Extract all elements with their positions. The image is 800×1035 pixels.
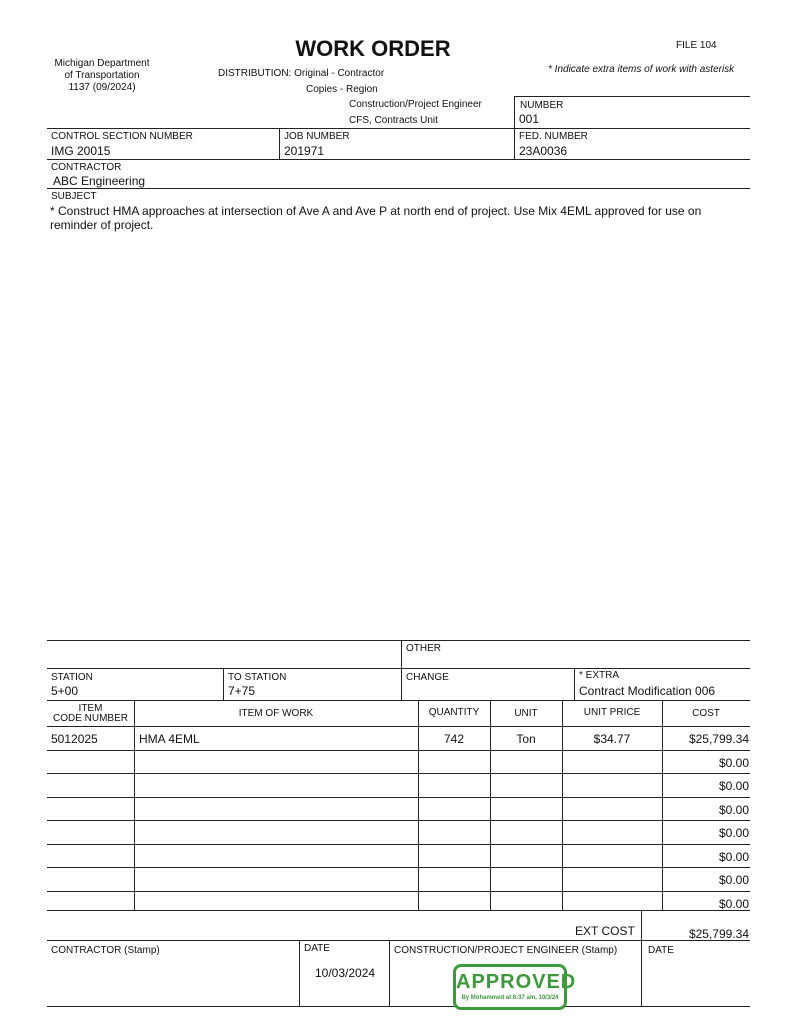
control-section-label: CONTROL SECTION NUMBER (51, 131, 193, 142)
job-number-value: 201971 (284, 144, 325, 158)
ext-cost-value: $25,799.34 (688, 927, 749, 941)
page-title: WORK ORDER (295, 36, 451, 61)
header-cost: COST (692, 708, 720, 719)
cell-cost: $0.00 (718, 896, 749, 911)
cell-cost: $25,799.34 (688, 732, 749, 746)
cell-cost: $0.00 (718, 873, 749, 887)
ext-cost-label: EXT COST (575, 924, 635, 938)
table-bottom-rule (47, 910, 750, 911)
to-station-label: TO STATION (228, 672, 287, 683)
number-label: NUMBER (520, 100, 564, 111)
table-header-bottom-rule (47, 726, 750, 727)
cell-cost: $0.00 (718, 802, 749, 817)
cell-unit: Ton (516, 732, 536, 746)
number-box-left-rule (514, 96, 515, 128)
cell-item: HMA 4EML (139, 732, 200, 746)
agency-name-line1: Michigan Department (54, 58, 150, 69)
header-unit: UNIT (514, 708, 538, 719)
other-divider (401, 640, 402, 700)
cell-quantity: 742 (443, 732, 465, 746)
subject-label: SUBJECT (51, 191, 97, 202)
form-id: 1137 (09/2024) (68, 82, 136, 93)
footer-divider-1 (299, 940, 300, 1006)
extra-divider (574, 668, 575, 700)
contractor-label: CONTRACTOR (51, 162, 122, 173)
fed-number-label: FED. NUMBER (519, 131, 588, 142)
date2-label: DATE (648, 945, 674, 956)
to-station-value: 7+75 (228, 684, 256, 698)
change-label: CHANGE (406, 672, 449, 683)
station-divider (223, 668, 224, 700)
lower-section-top-rule (47, 640, 750, 641)
table-row-rule (47, 820, 750, 821)
fed-number-value: 23A0036 (519, 144, 568, 158)
cell-cost: $0.00 (718, 779, 749, 793)
extra-value: Contract Modification 006 (579, 684, 716, 698)
control-row-top-rule (47, 128, 750, 129)
contractor-row-top-rule (47, 159, 750, 160)
header-code-line1: ITEM (78, 703, 103, 714)
date-label: DATE (304, 943, 330, 954)
cell-cost: $0.00 (718, 826, 749, 840)
cell-code: 5012025 (51, 732, 98, 746)
contractor-value: ABC Engineering (53, 174, 146, 188)
file-number: FILE 104 (676, 40, 717, 51)
header-unit-price: UNIT PRICE (583, 707, 641, 718)
extra-label: * EXTRA (579, 670, 620, 681)
subject-value: * Construct HMA approaches at intersection of Ave A and Ave P at north end of project. Use Mix 4EML approved for use on reminder of project. (50, 204, 702, 232)
distribution-line4: CFS, Contracts Unit (349, 115, 438, 126)
distribution-line1: DISTRIBUTION: Original - Contractor (218, 68, 385, 79)
header-item-of-work: ITEM OF WORK (238, 708, 314, 719)
table-col-divider-5 (662, 700, 663, 910)
cell-cost: $0.00 (718, 849, 749, 864)
engineer-stamp-label: CONSTRUCTION/PROJECT ENGINEER (Stamp) (394, 945, 618, 956)
other-label: OTHER (406, 643, 441, 654)
cell-cost: $0.00 (718, 755, 749, 770)
cell-unit-price: $34.77 (593, 732, 631, 746)
subject-row-top-rule (47, 188, 750, 189)
number-box-top-rule (514, 96, 750, 97)
footer-top-rule (47, 940, 750, 941)
table-row-rule (47, 773, 750, 774)
table-row-rule (47, 891, 750, 892)
approved-stamp-text: APPROVED (456, 971, 577, 993)
date-value: 10/03/2024 (315, 966, 376, 980)
job-number-label: JOB NUMBER (284, 131, 350, 142)
station-label: STATION (51, 672, 93, 683)
job-fed-divider (514, 128, 515, 159)
footer-bottom-rule (47, 1006, 750, 1007)
contractor-stamp-label: CONTRACTOR (Stamp) (51, 945, 160, 956)
station-value: 5+00 (51, 684, 79, 698)
approved-stamp-subtext: By Mohammed at 8:37 am, 10/3/24 (461, 995, 559, 1001)
table-row-rule (47, 797, 750, 798)
station-row-top-rule (47, 668, 750, 669)
footer-divider-3 (641, 940, 642, 1006)
table-row-rule (47, 750, 750, 751)
header-quantity: QUANTITY (428, 707, 480, 718)
distribution-line2: Copies - Region (306, 84, 378, 95)
table-row-rule (47, 867, 750, 868)
control-job-divider (279, 128, 280, 159)
number-value: 001 (519, 112, 540, 126)
agency-name-line2: of Transportation (64, 70, 140, 81)
control-section-value: IMG 20015 (51, 144, 111, 158)
header-code-line2: CODE NUMBER (52, 713, 128, 724)
ext-cost-divider (641, 910, 642, 940)
distribution-line3: Construction/Project Engineer (349, 99, 482, 110)
approved-stamp (453, 964, 577, 1010)
asterisk-note: * Indicate extra items of work with asterisk (548, 64, 735, 75)
table-top-rule (47, 700, 750, 701)
footer-divider-2 (389, 940, 390, 1006)
table-col-divider-1 (134, 700, 135, 910)
table-row-rule (47, 844, 750, 845)
